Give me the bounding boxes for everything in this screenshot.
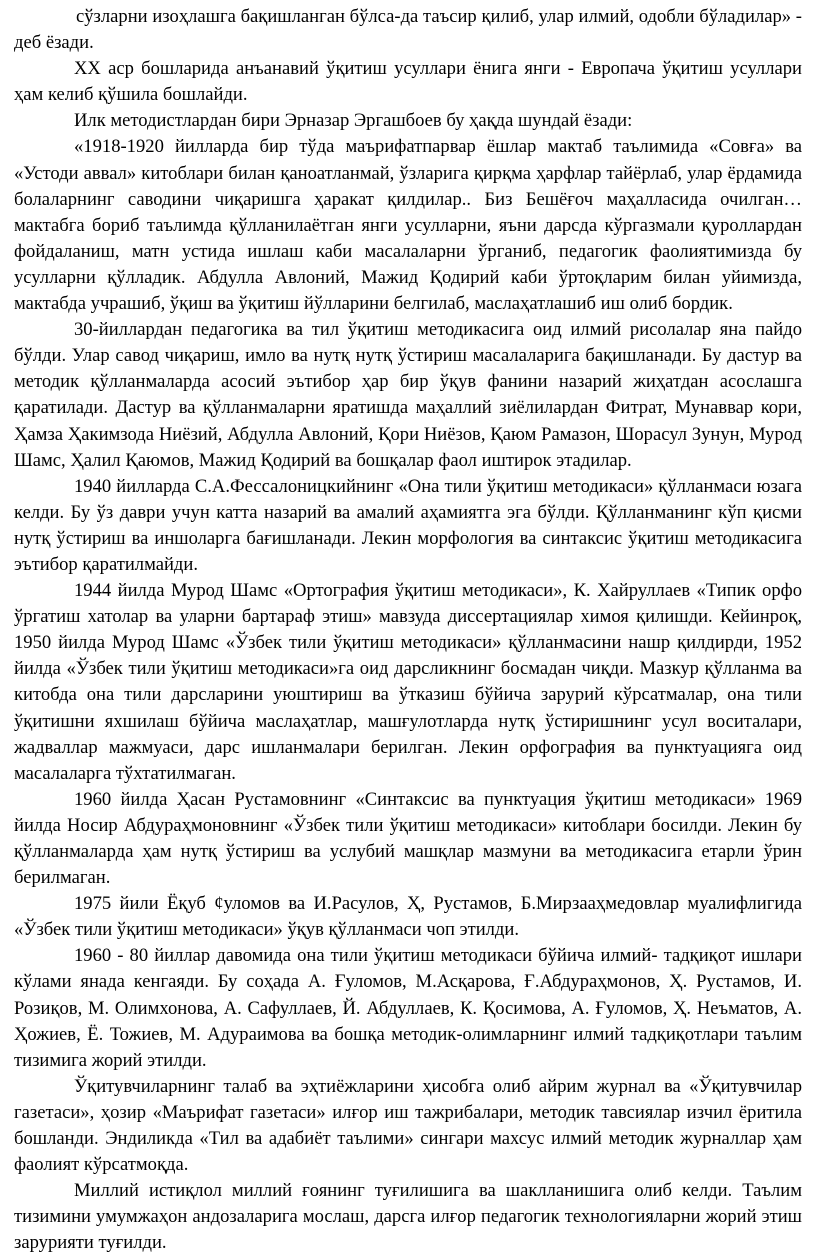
- paragraph-ergashboev-intro: Илк методистлардан бири Эрназар Эргашбоев бу ҳақда шундай ёзади:: [74, 110, 633, 132]
- paragraph-1944: 1944 йилда Мурод Шамс «Ортография ўқитиш методикаси», К. Хайруллаев «Типик орфо ўргатиш хатолар ва уларни бартараф этиш» мавзуда диссертациялар химоя қилишди. Кейинроқ, 1950 йилда Мурод Шамс «Ўзбек тили ўқитиш методикаси» қўлланмасини нашр қилдирди, 1952 йилда «Ўзбек тили ўқитиш методикаси»га оид дарсликнинг босмадан чиқди. Мазкур қўлланма ва китобда она тили дарсларини уюштириш ва ўтказиш бўйича зарурий кўрсатмалар, она тили ўқитишни яхшилаш бўйича маслаҳатлар, машғулотларда нутқ ўстиришнинг усул воситалари, жадваллар мажмуаси, дарс ишланмалари берилган. Лекин орфография ва пунктуацияга оид масалаларга тўхтатилмаган.: [14, 580, 802, 784]
- paragraph-1975: 1975 йили Ёқуб ¢уломов ва И.Расулов, Ҳ, Рустамов, Б.Мирзааҳмедовлар муалифлигида «Ўзбек тили ўқитиш методикаси» ўқув қўлланмаси чоп этилди.: [14, 893, 802, 941]
- paragraph-journals: Ўқитувчиларнинг талаб ва эҳтиёжларини ҳисобга олиб айрим журнал ва «Ўқитувчилар газетаси», ҳозир «Маърифат газетаси» илғор иш тажрибалари, методик тавсиялар изчил ёритила бошланди. Эндиликда «Тил ва адабиёт таълими» сингари махсус илмий методик журналлар ҳам фаолият кўрсатмоқда.: [14, 1075, 802, 1176]
- paragraph-1940s: 1940 йилларда С.А.Фессалоницкийнинг «Она тили ўқитиш методикаси» қўлланмаси юзага келди. Бу ўз даври учун катта назарий ва амалий аҳамиятга эга бўлди. Қўлланманинг кўп қисми нутқ ўстириш ва иншоларга бағишланади. Лекин морфология ва синтаксис ўқитиш методикасига эътибор қаратилмайди.: [14, 475, 802, 575]
- paragraph-independence: Миллий истиқлол миллий ғоянинг туғилишига ва шаклланишига олиб келди. Таълим тизимини умумжаҳон андозаларига мослаш, дарсга илғор педагогик технологияларни жорий этиш зарурияти туғилди.: [14, 1180, 802, 1254]
- paragraph-1930s: 30-йиллардан педагогика ва тил ўқитиш методикасига оид илмий рисолалар яна пайдо бўлди. Улар савод чиқариш, имло ва нутқ нутқ ўстириш масалаларига бақишланади. Бу дастур ва методик қўлланмаларда асосий эътибор ҳар бир ўқув фанини назарий жиҳатдан асослашга қаратилади. Дастур ва қўлланмаларни яратишда маҳаллий зиёлилардан Фитрат, Мунаввар кори, Ҳамза Ҳакимзода Ниёзий, Абдулла Авлоний, Қори Ниёзов, Қаюм Рамазон, Шорасул Зунун, Мурод Шамс, Ҳалил Қаюмов, Мажид Қодирий ва бошқалар фаол иштирок этадилар.: [14, 319, 802, 471]
- paragraph-1918-1920-quote: «1918-1920 йилларда бир тўда маърифатпарвар ёшлар мактаб таълимида «Совға» ва «Устоди аввал» китоблари билан қаноатланмай, ўзларига қирқма ҳарфлар тайёрлаб, улар ёрдамида болаларнинг саводини чиқаришга ҳаракат қилдилар.. Биз Бешёғоч маҳалласида очилган… мактабга бориб таълимда қўлланилаётган янги усулларни, яъни дарсда кўргазмали қуроллардан фойдаланиш, матн устида ишлаш каби масалаларни ўрганиб, педагогик фаолиятимизда бу усулларни қўлладик. Абдулла Авлоний, Мажид Қодирий каби ўртоқларим билан уйимизда, мактабда учрашиб, ўқиш ва ўқитиш йўлларини белгилаб, маслаҳатлашиб иш олиб бордик.: [14, 136, 802, 315]
- paragraph-1960: 1960 йилда Ҳасан Рустамовнинг «Синтаксис ва пунктуация ўқитиш методикаси» 1969 йилда Носир Абдураҳмоновнинг «Ўзбек тили ўқитиш методикаси» китоблари босилди. Лекин бу қўлланмаларда ҳам нутқ ўстириш ва услубий машқлар мазмуни ва методикасига етарли ўрин берилмаган.: [14, 788, 802, 889]
- paragraph-intro-quote-end: сўзларни изоҳлашга бақишланган бўлса-да таъсир қилиб, улар илмий, одобли бўладилар» - деб ёзади.: [14, 6, 802, 54]
- paragraph-1960-80: 1960 - 80 йиллар давомида она тили ўқитиш методикаси бўйича илмий- тадқиқот ишлари кўлами янада кенгаяди. Бу соҳада А. Ғуломов, М.Асқарова, Ғ.Абдураҳмонов, Ҳ. Рустамов, И. Розиқов, М. Олимхонова, А. Сафуллаев, Й. Абдуллаев, К. Қосимова, А. Ғуломов, Ҳ. Неъматов, А. Ҳожиев, Ё. Тожиев, М. Адураимова ва бошқа методик-олимларнинг илмий тадқиқотлари таълим тизимига жорий этилди.: [14, 945, 802, 1071]
- paragraph-20th-century: XX аср бошларида анъанавий ўқитиш усуллари ёнига янги - Европача ўқитиш усуллари ҳам келиб қўшила бошлайди.: [14, 58, 802, 106]
